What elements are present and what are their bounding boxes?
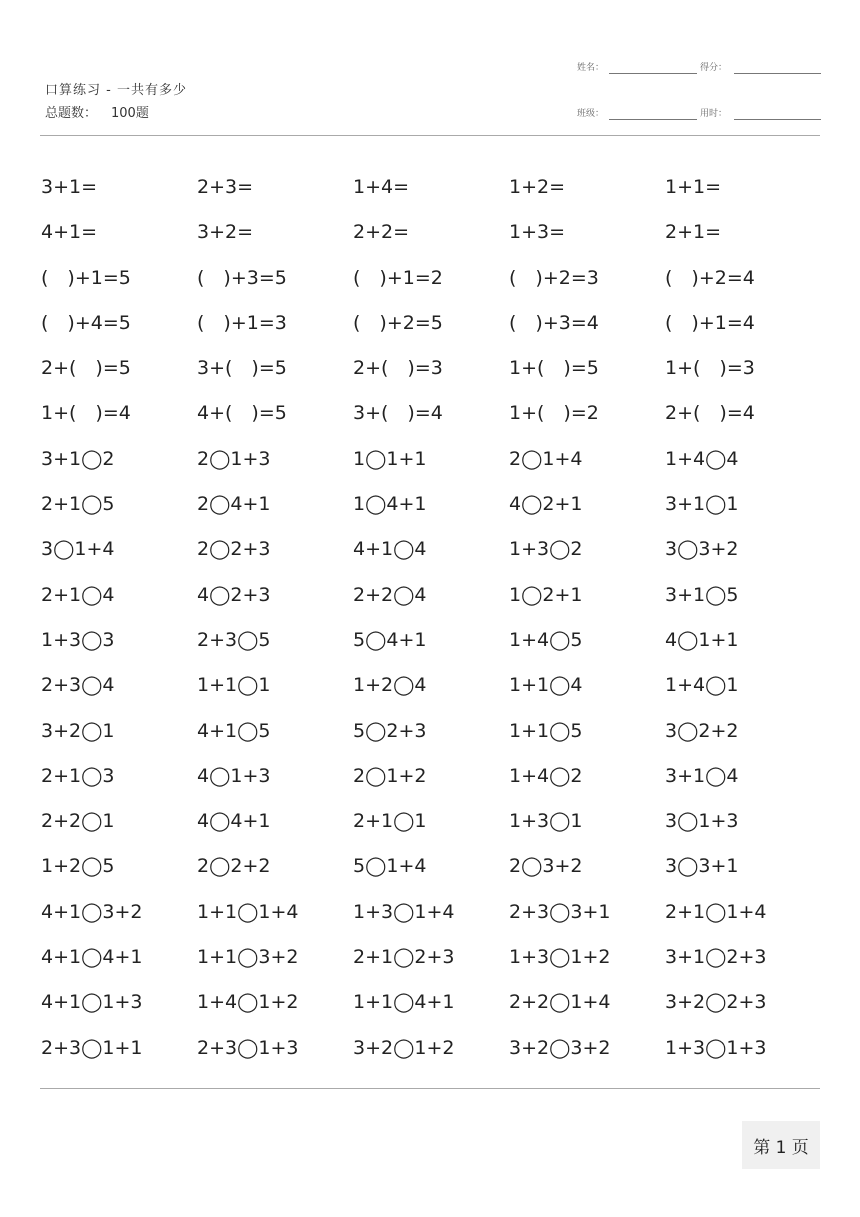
worksheet-title: 口算练习 - 一共有多少 [45,83,187,98]
name-label: 姓名： [577,63,605,73]
problem-item: ( )+1=4 [665,311,755,334]
problem-row [41,618,821,663]
problem-item: 4+1◯4 [353,538,427,561]
problem-row [41,844,821,889]
problem-item: 2+2◯1+4 [509,991,611,1014]
name-field-line[interactable] [609,73,697,74]
problem-item: 1+4◯2 [509,764,583,787]
problem-item: 2+2= [353,221,410,244]
time-label: 用时： [700,109,728,119]
problem-item: 4◯2+3 [197,583,271,606]
problem-item: ( )+2=3 [509,266,599,289]
problem-item: 3+2= [197,221,254,244]
problem-item: 5◯1+4 [353,855,427,878]
problem-item: 1+( )=3 [665,357,755,380]
problem-row [41,573,821,618]
problem-row [41,709,821,754]
problem-item: 2+1◯3 [41,764,115,787]
problem-item: 3◯3+1 [665,855,739,878]
problem-item: 1+1= [665,176,722,198]
problem-item: 4+1◯1+3 [41,991,143,1014]
problem-item: 2◯1+3 [197,447,271,470]
problem-item: 3+1◯5 [665,583,739,606]
problem-item: 4◯4+1 [197,810,271,833]
problem-item: 4+( )=5 [197,402,287,425]
problem-item: 2+3◯1+3 [197,1036,299,1059]
problem-item: 4+1◯4+1 [41,946,143,969]
problem-item: 1+3= [509,221,566,244]
problem-item: 3+1◯2 [41,447,115,470]
problem-row [41,391,821,436]
problem-row [41,301,821,346]
problem-row [41,527,821,572]
problem-item: 3+2◯2+3 [665,991,767,1014]
score-label: 得分： [700,63,728,73]
problem-item: 1+2= [509,176,566,198]
problem-row [41,754,821,799]
problem-item: 2◯1+2 [353,764,427,787]
problem-item: 1+2◯4 [353,674,427,697]
problem-item: ( )+1=2 [353,266,443,289]
problem-item: ( )+2=5 [353,311,443,334]
problem-item: 2+2◯1 [41,810,115,833]
time-field-line[interactable] [734,119,821,120]
problem-item: 2+1= [665,221,722,244]
problem-item: 1+3◯3 [41,628,115,651]
problem-item: 2+3◯3+1 [509,900,611,923]
problem-item: 1+4◯1+2 [197,991,299,1014]
problem-item: 2+( )=3 [353,357,443,380]
problem-row [41,210,821,255]
problem-item: 1+( )=2 [509,402,599,425]
problem-row [41,799,821,844]
problem-item: 3+1◯1 [665,493,739,516]
problem-item: 1+1◯4 [509,674,583,697]
problem-row [41,346,821,391]
problem-row [41,437,821,482]
problem-row [41,1026,821,1071]
problem-item: 1+4◯4 [665,447,739,470]
problem-item: 1+( )=5 [509,357,599,380]
problem-item: 3+( )=5 [197,357,287,380]
problem-item: 1+2◯5 [41,855,115,878]
problem-item: 1+1◯4+1 [353,991,455,1014]
problem-item: 4◯1+3 [197,764,271,787]
problem-item: 4+1◯5 [197,719,271,742]
problem-item: 1+3◯1+2 [509,946,611,969]
problem-count-label: 总题数： [45,106,98,121]
problem-item: 1+1◯5 [509,719,583,742]
problem-item: 1+3◯1+3 [665,1036,767,1059]
problem-item: 2◯2+2 [197,855,271,878]
problem-item: 3+1= [41,176,98,198]
problem-item: 1+1◯1+4 [197,900,299,923]
problem-item: 1◯2+1 [509,583,583,606]
problem-item: 2+3= [197,176,254,198]
problem-item: 1+3◯2 [509,538,583,561]
problem-item: 3+2◯1 [41,719,115,742]
problem-row [41,256,821,301]
problem-item: 3+( )=4 [353,402,443,425]
problem-item: 4+1= [41,221,98,244]
problem-count-value: 100题 [111,106,149,121]
problem-item: 3+1◯2+3 [665,946,767,969]
problem-item: 2+3◯5 [197,628,271,651]
problem-item: 2◯3+2 [509,855,583,878]
problem-item: 1+1◯3+2 [197,946,299,969]
problem-item: 2◯4+1 [197,493,271,516]
problem-item: 4+1◯3+2 [41,900,143,923]
problem-item: 2◯1+4 [509,447,583,470]
problem-item: 2+1◯4 [41,583,115,606]
problem-item: 3◯3+2 [665,538,739,561]
problem-row [41,935,821,980]
problem-item: 4◯1+1 [665,628,739,651]
problem-row [41,165,821,210]
problem-item: ( )+1=3 [197,311,287,334]
problem-item: 1+4◯5 [509,628,583,651]
problem-grid [41,165,821,1071]
class-label: 班级： [577,109,605,119]
problem-item: 1◯4+1 [353,493,427,516]
problem-item: 3◯1+3 [665,810,739,833]
problem-item: 2+( )=4 [665,402,755,425]
problem-item: 3+2◯3+2 [509,1036,611,1059]
problem-row [41,663,821,708]
problem-item: 1+1◯1 [197,674,271,697]
problem-item: 2◯2+3 [197,538,271,561]
problem-item: 3◯1+4 [41,538,115,561]
problem-item: 2+1◯1+4 [665,900,767,923]
problem-item: 2+1◯2+3 [353,946,455,969]
score-field-line[interactable] [734,73,821,74]
problem-item: 2+3◯4 [41,674,115,697]
problem-row [41,890,821,935]
problem-item: 1+( )=4 [41,402,131,425]
problem-item: 1◯1+1 [353,447,427,470]
problem-item: ( )+3=4 [509,311,599,334]
problem-row [41,482,821,527]
problem-item: ( )+1=5 [41,266,131,289]
problem-item: ( )+2=4 [665,266,755,289]
info-row-class-time [577,106,821,120]
problem-item: 2+1◯5 [41,493,115,516]
problem-item: 1+4= [353,176,410,198]
info-row-name-score [577,60,821,74]
problem-item: 2+( )=5 [41,357,131,380]
problem-item: 1+4◯1 [665,674,739,697]
problem-count [45,102,149,121]
footer-divider [40,1088,820,1089]
problem-item: 2+1◯1 [353,810,427,833]
problem-item: 1+3◯1 [509,810,583,833]
class-field-line[interactable] [609,119,697,120]
problem-item: 1+3◯1+4 [353,900,455,923]
problem-item: 4◯2+1 [509,493,583,516]
problem-item: 3+1◯4 [665,764,739,787]
problem-item: 3◯2+2 [665,719,739,742]
problem-item: 2+2◯4 [353,583,427,606]
problem-item: 2+3◯1+1 [41,1036,143,1059]
header-divider [40,135,820,136]
problem-item: 5◯2+3 [353,719,427,742]
problem-row [41,980,821,1025]
problem-item: ( )+4=5 [41,311,131,334]
problem-item: ( )+3=5 [197,266,287,289]
page-number: 第 1 页 [742,1121,820,1169]
problem-item: 3+2◯1+2 [353,1036,455,1059]
problem-item: 5◯4+1 [353,628,427,651]
